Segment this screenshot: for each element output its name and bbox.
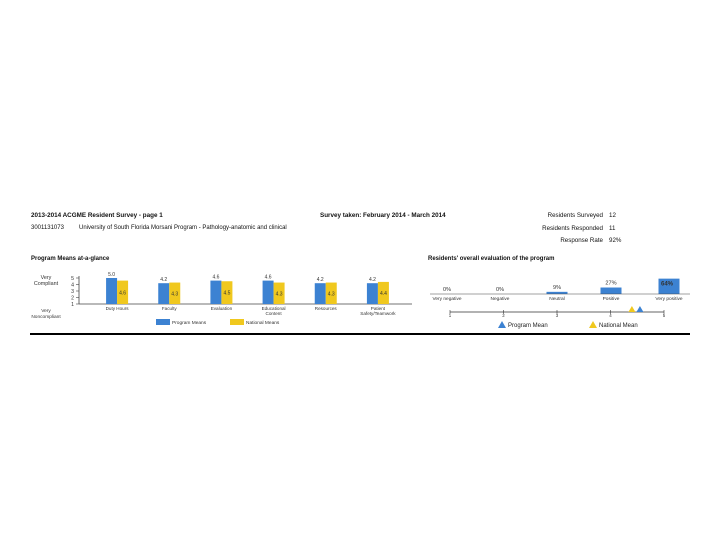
national-bar-label: 4.5	[223, 290, 231, 297]
bottom-rule	[30, 333, 690, 335]
eval-bar-label: 9%	[552, 284, 562, 291]
legend-program-label: Program Means	[172, 321, 207, 326]
y-bottom-label: Noncompliant	[31, 315, 61, 320]
program-bar	[315, 283, 326, 304]
y-tick-label: 5	[71, 276, 74, 282]
category-label: Patient	[370, 306, 386, 311]
program-mean-marker	[636, 306, 643, 312]
y-top-label: Compliant	[33, 281, 59, 287]
stat-rate-value: 92%	[609, 237, 622, 244]
survey-title: 2013-2014 ACGME Resident Survey - page 1	[31, 212, 163, 219]
eval-bar	[547, 292, 568, 294]
program-bar-label: 4.6	[264, 274, 272, 281]
y-tick-label: 4	[71, 282, 74, 289]
mean-scale-tick-label: 3	[555, 313, 559, 318]
national-bar-label: 4.3	[275, 291, 283, 298]
mean-scale-tick-label: 1	[448, 313, 452, 318]
program-bar	[158, 283, 169, 304]
category-label: Evaluation	[210, 306, 233, 311]
eval-category-label: Negative	[490, 297, 510, 302]
national-bar-label: 4.6	[119, 290, 127, 297]
stat-surveyed-label: Residents Surveyed	[547, 212, 603, 219]
program-bar-label: 4.6	[212, 274, 220, 281]
y-tick-label: 2	[71, 295, 74, 302]
program-bar-label: 4.2	[316, 277, 324, 284]
program-bar	[367, 283, 378, 304]
eval-bar-label: 0%	[495, 287, 505, 293]
eval-category-label: Positive	[602, 297, 620, 302]
program-bar	[263, 281, 274, 304]
eval-category-label: Neutral	[549, 297, 565, 302]
national-bar-label: 4.3	[327, 291, 335, 298]
program-id: 3001131073	[31, 225, 64, 231]
program-bar-label: 4.2	[160, 277, 168, 284]
legend-national-mean-icon	[589, 321, 597, 328]
legend-program-mean-label: Program Mean	[508, 323, 548, 329]
legend-national-mean-label: National Mean	[599, 323, 638, 329]
category-label: Educational	[261, 306, 286, 311]
y-top-label: Very	[40, 275, 52, 281]
mean-scale-tick-label: 2	[502, 313, 505, 318]
national-bar-label: 4.4	[379, 290, 387, 297]
program-bar	[106, 278, 117, 304]
category-label: Faculty	[161, 306, 177, 311]
means-chart-title: Program Means at-a-glance	[31, 256, 110, 262]
eval-bar-label: 0%	[442, 287, 452, 293]
national-mean-marker	[628, 306, 635, 312]
category-label: Resources	[314, 306, 337, 311]
category-label: Safety/Teamwork	[360, 311, 396, 316]
survey-dates: Survey taken: February 2014 - March 2014	[320, 212, 446, 219]
program-name: University of South Florida Morsani Program - Pathology-anatomic and clinical	[79, 225, 287, 231]
legend-national-swatch	[230, 319, 244, 325]
category-label: Duty Hours	[105, 306, 129, 311]
mean-scale-tick-label: 5	[662, 313, 666, 318]
program-bar-label: 5.0	[108, 272, 116, 278]
stat-surveyed-value: 12	[609, 212, 616, 219]
category-label: Content	[265, 311, 282, 316]
y-bottom-label: Very	[41, 309, 51, 314]
stat-responded-value: 11	[609, 225, 616, 232]
eval-bar	[601, 288, 622, 294]
y-tick-label: 3	[71, 289, 74, 295]
mean-scale-tick-label: 4	[609, 313, 612, 318]
program-bar	[210, 281, 221, 304]
y-tick-label: 1	[71, 302, 74, 308]
legend-program-mean-icon	[498, 321, 506, 328]
legend-program-swatch	[156, 319, 170, 325]
national-bar-label: 4.3	[171, 291, 179, 298]
legend-national-label: National Means	[246, 321, 280, 326]
program-bar-label: 4.2	[368, 277, 376, 284]
eval-bar-label: 64%	[660, 281, 674, 288]
eval-bar-label: 27%	[605, 280, 617, 287]
eval-category-label: Very negative	[432, 297, 462, 302]
eval-category-label: Very positive	[655, 297, 683, 302]
stat-responded-label: Residents Responded	[542, 225, 603, 232]
eval-chart-title: Residents' overall evaluation of the program	[428, 256, 555, 262]
stat-rate-label: Response Rate	[560, 237, 603, 244]
